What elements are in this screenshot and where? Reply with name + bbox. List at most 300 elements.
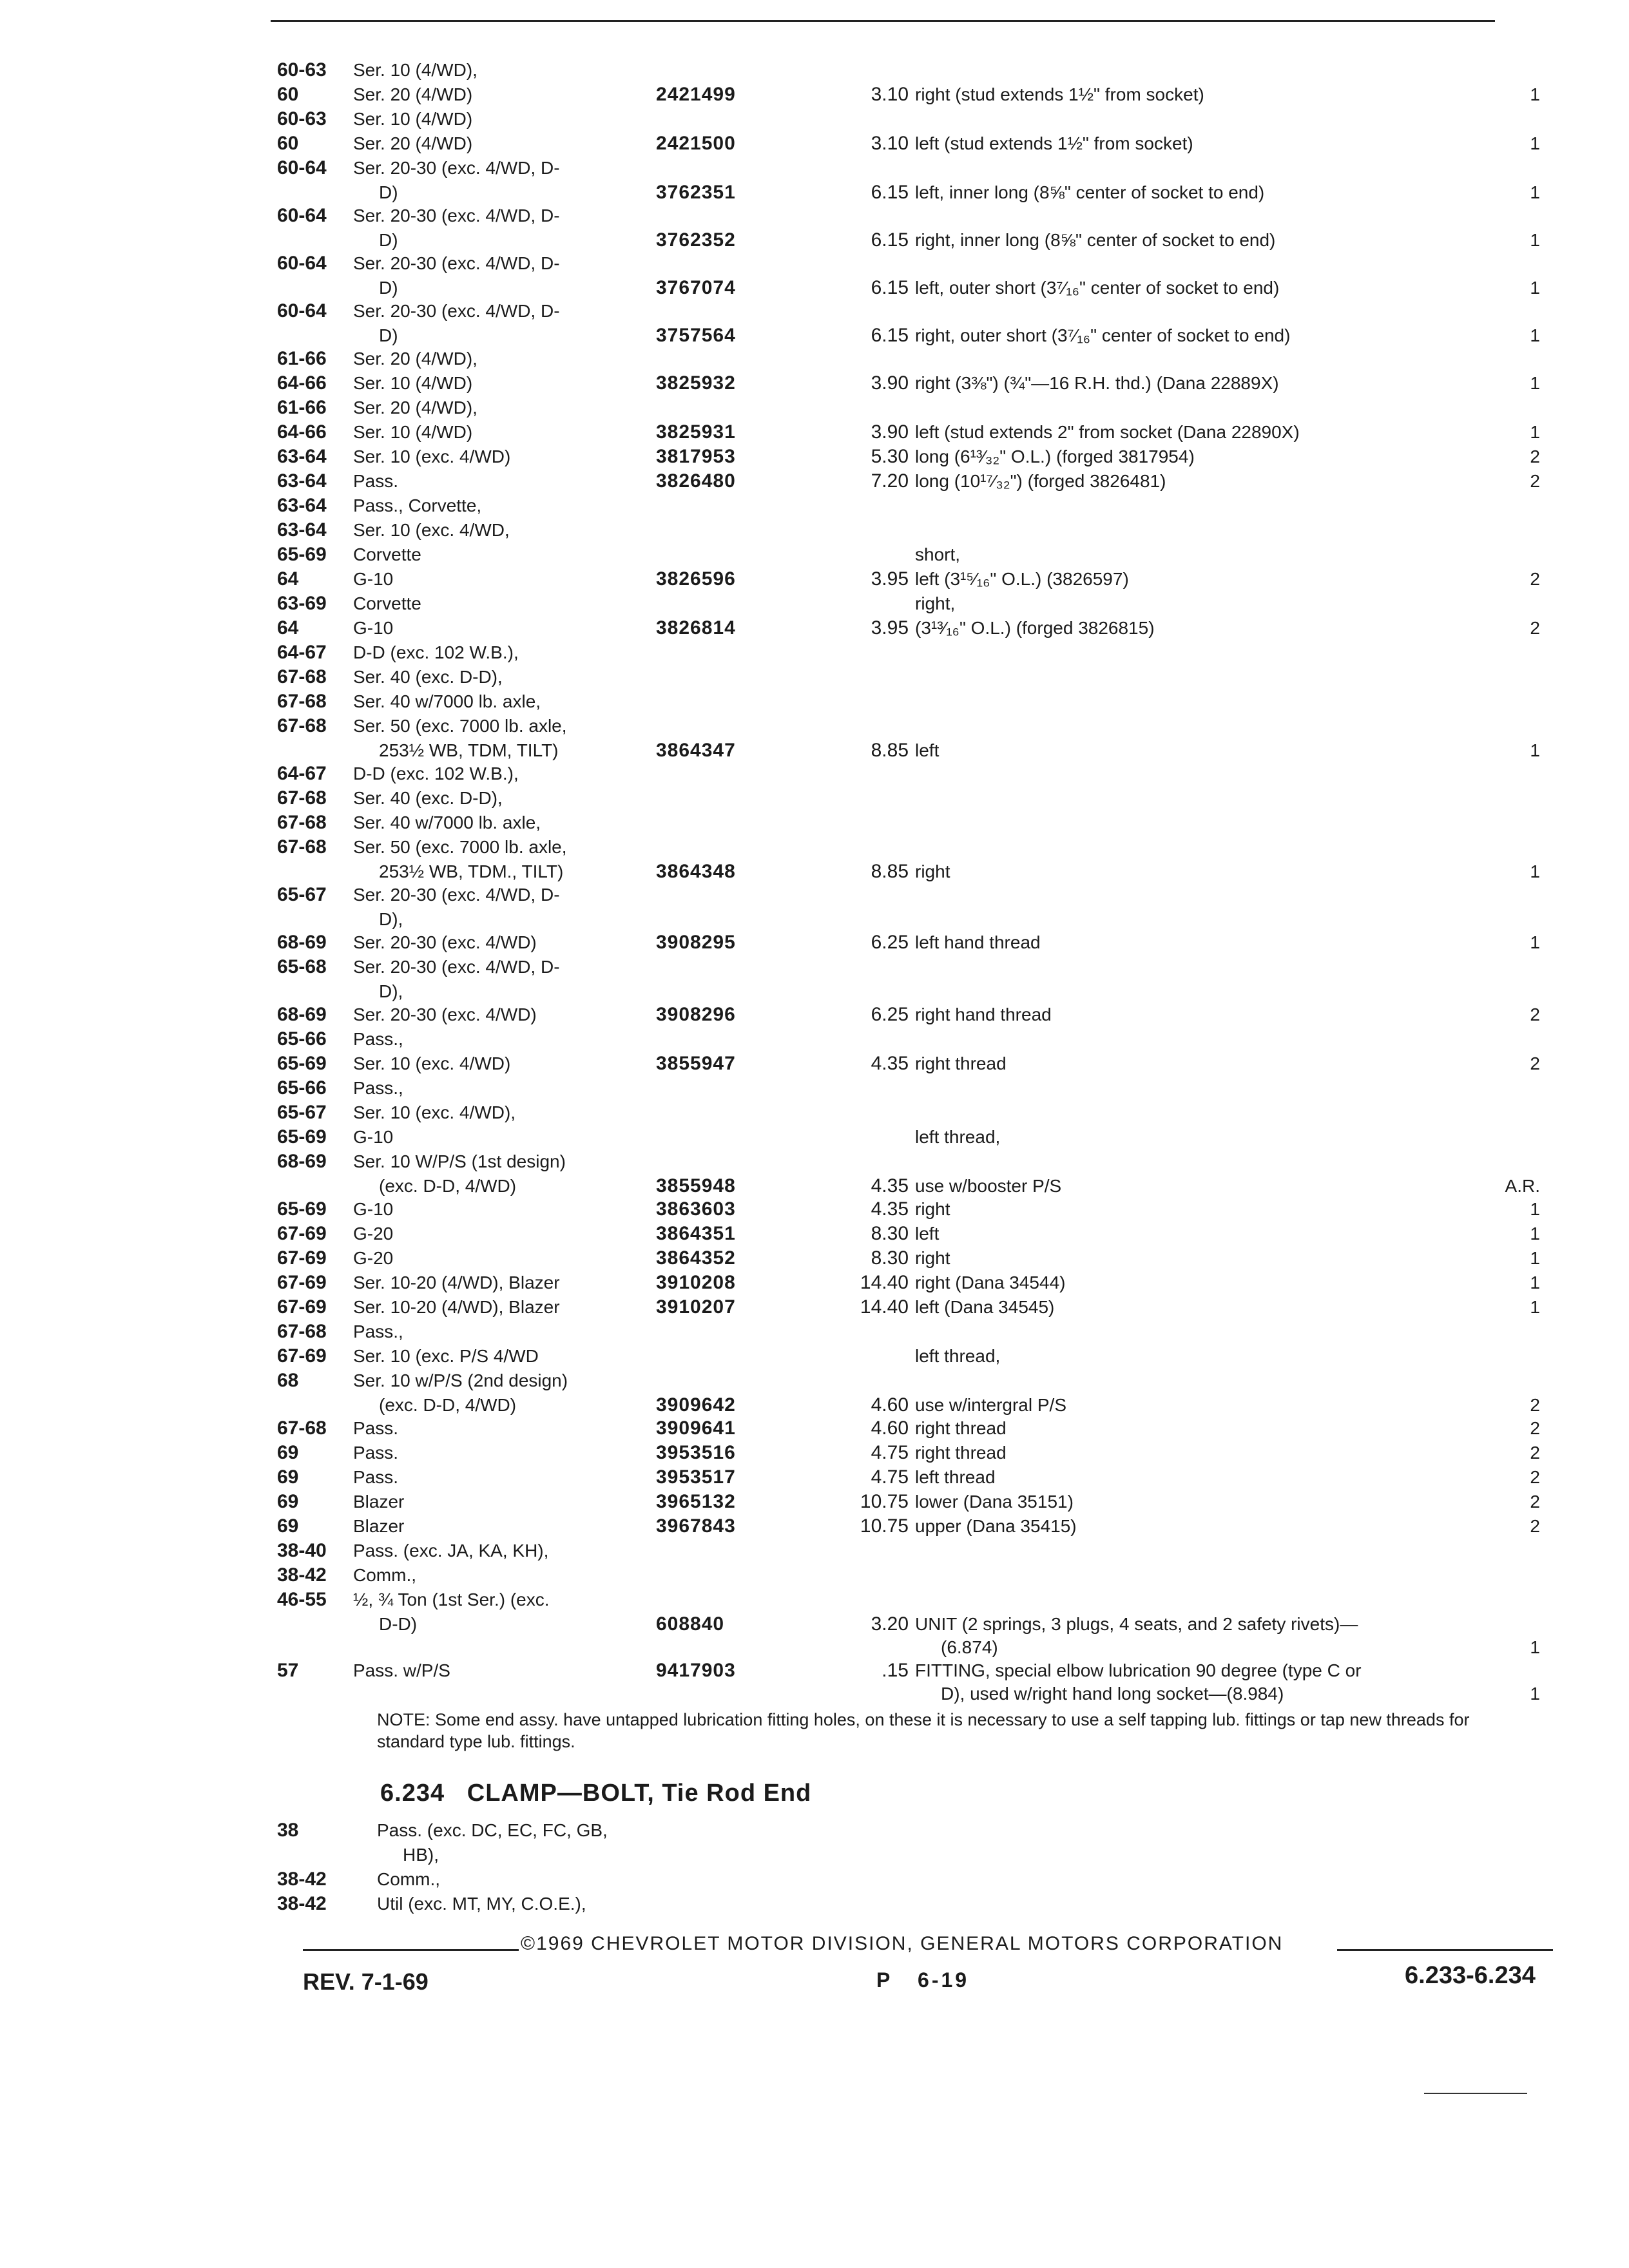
- year-range: 63-64: [277, 495, 327, 516]
- table-row: [0, 860, 1629, 883]
- part-number: 3953516: [656, 1442, 736, 1463]
- year-range: 63-64: [277, 470, 327, 492]
- price: 3.90: [871, 372, 909, 394]
- table-row: [0, 251, 1629, 276]
- year-range: 67-68: [277, 812, 327, 833]
- year-range: 68: [277, 1370, 299, 1391]
- model-applicability: Ser. 10 (exc. 4/WD): [353, 1053, 511, 1073]
- table-row: [0, 58, 1629, 82]
- price: .15: [882, 1660, 909, 1681]
- quantity: 2: [1530, 1395, 1540, 1415]
- section-heading: [380, 1780, 811, 1807]
- year-range: 60-64: [277, 157, 327, 178]
- price: 4.35: [871, 1053, 909, 1074]
- model-applicability: (exc. D-D, 4/WD): [379, 1395, 517, 1415]
- year-range: 64-67: [277, 763, 327, 784]
- description: long (6¹³⁄₃₂" O.L.) (forged 3817954): [915, 447, 1195, 466]
- section-rows: [0, 1818, 1629, 1916]
- description: left: [915, 1224, 940, 1244]
- table-row: [0, 1682, 1629, 1705]
- part-number: 3863603: [656, 1198, 736, 1220]
- part-number: 3767074: [656, 277, 736, 298]
- year-range: 67-68: [277, 787, 327, 809]
- quantity: 2: [1530, 471, 1540, 491]
- quantity: 1: [1530, 373, 1540, 393]
- model-applicability: Pass.,: [353, 1029, 403, 1049]
- part-number: 2421499: [656, 84, 736, 105]
- price: 4.75: [871, 1442, 909, 1463]
- year-range: 69: [277, 1491, 299, 1512]
- list-item: [0, 1843, 1629, 1867]
- table-row: [0, 640, 1629, 665]
- part-number: 3864352: [656, 1247, 736, 1269]
- quantity: 1: [1530, 182, 1540, 202]
- model-applicability: Ser. 10 (exc. 4/WD),: [353, 1102, 516, 1122]
- part-number: 3855948: [656, 1175, 736, 1196]
- table-row: [0, 156, 1629, 180]
- model-applicability: HB),: [403, 1845, 439, 1865]
- model-applicability: Ser. 10 W/P/S (1st design): [353, 1151, 566, 1171]
- quantity: 1: [1530, 932, 1540, 952]
- model-applicability: D): [379, 182, 398, 202]
- year-range: 64-66: [277, 421, 327, 443]
- year-range: 57: [277, 1660, 299, 1681]
- year-range: 65-67: [277, 1102, 327, 1123]
- table-row: [0, 1539, 1629, 1563]
- year-range: 63-69: [277, 593, 327, 614]
- quantity: 2: [1530, 1418, 1540, 1438]
- year-range: 68-69: [277, 932, 327, 953]
- part-number: 3909641: [656, 1418, 736, 1439]
- quantity: 2: [1530, 618, 1540, 638]
- part-number: 3967843: [656, 1515, 736, 1537]
- model-applicability: Ser. 20-30 (exc. 4/WD): [353, 932, 537, 952]
- table-row: [0, 107, 1629, 131]
- year-range: 67-69: [277, 1223, 327, 1244]
- description: left (Dana 34545): [915, 1297, 1055, 1317]
- quantity: 1: [1530, 861, 1540, 881]
- model-applicability: Ser. 10 (4/WD): [353, 422, 473, 442]
- year-range: 65-66: [277, 1077, 327, 1099]
- quantity: 1: [1530, 1273, 1540, 1293]
- table-row: [0, 979, 1629, 1003]
- model-applicability: Ser. 10 w/P/S (2nd design): [353, 1370, 568, 1390]
- part-number: 3826480: [656, 470, 736, 492]
- year-range: 67-68: [277, 1321, 327, 1342]
- table-row: [0, 811, 1629, 835]
- price: 8.85: [871, 740, 909, 761]
- price: 4.60: [871, 1394, 909, 1416]
- quantity: 1: [1530, 278, 1540, 298]
- year-range: 65-69: [277, 544, 327, 565]
- description: long (10¹⁷⁄₃₂") (forged 3826481): [915, 471, 1166, 491]
- list-item: [0, 1892, 1629, 1916]
- year-range: 65-66: [277, 1028, 327, 1050]
- copyright: ©1969 CHEVROLET MOTOR DIVISION, GENERAL MOTORS CORPORATION: [521, 1933, 1284, 1954]
- section-range: 6.233-6.234: [1405, 1962, 1536, 1989]
- model-applicability: G-10: [353, 1199, 394, 1219]
- quantity: 1: [1530, 325, 1540, 345]
- year-range: 46-55: [277, 1589, 327, 1610]
- year-range: 65-67: [277, 884, 327, 905]
- price: 6.15: [871, 182, 909, 203]
- quantity: 2: [1530, 1443, 1540, 1463]
- price: 5.30: [871, 446, 909, 467]
- model-applicability: Blazer: [353, 1516, 405, 1536]
- year-range: 65-68: [277, 956, 327, 977]
- table-row: [0, 616, 1629, 640]
- table-row: [0, 1635, 1629, 1658]
- model-applicability: D): [379, 325, 398, 345]
- description: left, inner long (8⅝" center of socket to end): [915, 182, 1265, 202]
- part-number: 3908296: [656, 1004, 736, 1025]
- model-applicability: D): [379, 230, 398, 250]
- model-applicability: Pass.: [353, 1418, 399, 1438]
- description: D), used w/right hand long socket—(8.984): [941, 1684, 1284, 1704]
- model-applicability: Ser. 10 (exc. 4/WD,: [353, 520, 510, 540]
- part-number: 3908295: [656, 932, 736, 953]
- table-row: [0, 347, 1629, 371]
- table-row: [0, 1612, 1629, 1635]
- model-applicability: Ser. 40 w/7000 lb. axle,: [353, 812, 541, 832]
- year-range: 64-66: [277, 372, 327, 394]
- year-range: 38-42: [277, 1869, 327, 1890]
- table-row: [0, 665, 1629, 689]
- model-applicability: D),: [379, 981, 403, 1001]
- quantity: 2: [1530, 1492, 1540, 1512]
- table-row: [0, 1027, 1629, 1052]
- description: right thread: [915, 1443, 1007, 1463]
- footer-rule-right: [1337, 1949, 1553, 1951]
- year-range: 38-42: [277, 1893, 327, 1914]
- year-range: 60-63: [277, 59, 327, 81]
- table-row: [0, 1441, 1629, 1465]
- part-number: 3762352: [656, 229, 736, 251]
- table-row: [0, 762, 1629, 786]
- year-range: 64: [277, 568, 299, 590]
- table-row: [0, 396, 1629, 420]
- table-row: [0, 371, 1629, 396]
- year-range: 64-67: [277, 642, 327, 663]
- year-range: 69: [277, 1442, 299, 1463]
- model-applicability: Pass. (exc. JA, KA, KH),: [353, 1541, 549, 1561]
- price: 4.60: [871, 1418, 909, 1439]
- table-row: [0, 299, 1629, 323]
- table-row: [0, 1100, 1629, 1125]
- price: 8.30: [871, 1247, 909, 1269]
- table-row: [0, 445, 1629, 469]
- part-number: 3817953: [656, 446, 736, 467]
- table-row: [0, 1149, 1629, 1174]
- quantity: 1: [1530, 1684, 1540, 1704]
- model-applicability: Ser. 20 (4/WD): [353, 84, 473, 104]
- year-range: 61-66: [277, 348, 327, 369]
- description: (3¹³⁄₁₆" O.L.) (forged 3826815): [915, 618, 1155, 638]
- model-applicability: D-D (exc. 102 W.B.),: [353, 764, 519, 783]
- description: right hand thread: [915, 1004, 1052, 1024]
- table-row: [0, 1125, 1629, 1149]
- part-number: 3910208: [656, 1272, 736, 1293]
- table-row: [0, 1344, 1629, 1369]
- model-applicability: (exc. D-D, 4/WD): [379, 1176, 517, 1196]
- model-applicability: Ser. 20 (4/WD): [353, 133, 473, 153]
- model-applicability: Ser. 10-20 (4/WD), Blazer: [353, 1297, 560, 1317]
- table-row: [0, 518, 1629, 543]
- year-range: 60-64: [277, 253, 327, 274]
- model-applicability: Pass. w/P/S: [353, 1660, 450, 1680]
- year-range: 60: [277, 84, 299, 105]
- year-range: 65-69: [277, 1198, 327, 1220]
- model-applicability: Util (exc. MT, MY, C.O.E.),: [377, 1894, 586, 1914]
- year-range: 67-69: [277, 1272, 327, 1293]
- model-applicability: Ser. 10 (exc. P/S 4/WD: [353, 1346, 539, 1366]
- quantity: 1: [1530, 422, 1540, 442]
- table-row: [0, 276, 1629, 299]
- quantity: A.R.: [1505, 1176, 1540, 1196]
- model-applicability: Ser. 20 (4/WD),: [353, 398, 477, 418]
- part-number: 3825932: [656, 372, 736, 394]
- description: left thread: [915, 1467, 996, 1487]
- quantity: 1: [1530, 1297, 1540, 1317]
- year-range: 67-69: [277, 1296, 327, 1318]
- year-range: 67-68: [277, 666, 327, 687]
- description: right: [915, 861, 950, 881]
- price: 14.40: [860, 1272, 909, 1293]
- model-applicability: Ser. 20-30 (exc. 4/WD, D-: [353, 957, 560, 977]
- price: 10.75: [860, 1491, 909, 1512]
- table-row: [0, 1490, 1629, 1514]
- year-range: 69: [277, 1515, 299, 1537]
- year-range: 63-64: [277, 519, 327, 541]
- page-number: P 6-19: [876, 1968, 970, 1992]
- model-applicability: Ser. 20-30 (exc. 4/WD, D-: [353, 158, 560, 178]
- description: use w/intergral P/S: [915, 1395, 1066, 1415]
- table-row: [0, 955, 1629, 979]
- year-range: 60-64: [277, 205, 327, 226]
- model-applicability: Ser. 20-30 (exc. 4/WD): [353, 1004, 537, 1024]
- year-range: 67-68: [277, 715, 327, 736]
- description: lower (Dana 35151): [915, 1492, 1074, 1512]
- description: right: [915, 1248, 950, 1268]
- model-applicability: G-10: [353, 569, 394, 589]
- part-number: 3757564: [656, 325, 736, 346]
- model-applicability: Pass.: [353, 471, 399, 491]
- model-applicability: Ser. 40 w/7000 lb. axle,: [353, 691, 541, 711]
- price: 6.15: [871, 325, 909, 346]
- quantity: 1: [1530, 1248, 1540, 1268]
- model-applicability: Ser. 20 (4/WD),: [353, 349, 477, 369]
- table-row: [0, 82, 1629, 107]
- table-row: [0, 543, 1629, 567]
- year-range: 65-69: [277, 1053, 327, 1074]
- part-number: 3953517: [656, 1466, 736, 1488]
- quantity: 2: [1530, 1053, 1540, 1073]
- model-applicability: Ser. 20-30 (exc. 4/WD, D-: [353, 253, 560, 273]
- quantity: 2: [1530, 569, 1540, 589]
- model-applicability: Comm.,: [377, 1869, 440, 1889]
- price: 4.35: [871, 1198, 909, 1220]
- table-row: [0, 591, 1629, 616]
- year-range: 63-64: [277, 446, 327, 467]
- model-applicability: D-D (exc. 102 W.B.),: [353, 642, 519, 662]
- description: left (3¹⁵⁄₁₆" O.L.) (3826597): [915, 569, 1129, 589]
- table-row: [0, 1658, 1629, 1682]
- description: right (Dana 34544): [915, 1273, 1066, 1293]
- part-number: 3825931: [656, 421, 736, 443]
- table-row: [0, 1320, 1629, 1344]
- quantity: 1: [1530, 133, 1540, 153]
- table-row: [0, 1174, 1629, 1197]
- year-range: 67-69: [277, 1247, 327, 1269]
- price: 3.90: [871, 421, 909, 443]
- model-applicability: ½, ¾ Ton (1st Ser.) (exc.: [353, 1590, 550, 1610]
- table-row: [0, 1246, 1629, 1271]
- part-number: 9417903: [656, 1660, 736, 1681]
- table-row: [0, 1197, 1629, 1222]
- part-number: 3910207: [656, 1296, 736, 1318]
- year-range: 67-69: [277, 1345, 327, 1367]
- year-range: 60-64: [277, 300, 327, 322]
- model-applicability: Comm.,: [353, 1565, 416, 1585]
- model-applicability: G-10: [353, 618, 394, 638]
- part-number: 3864348: [656, 861, 736, 882]
- model-applicability: Ser. 50 (exc. 7000 lb. axle,: [353, 716, 567, 736]
- description: left (stud extends 1½" from socket): [915, 133, 1193, 153]
- quantity: 1: [1530, 740, 1540, 760]
- table-row: [0, 1514, 1629, 1539]
- model-applicability: Ser. 40 (exc. D-D),: [353, 788, 503, 808]
- description: right (stud extends 1½" from socket): [915, 84, 1204, 104]
- description: (6.874): [941, 1637, 998, 1657]
- year-range: 38-40: [277, 1540, 327, 1561]
- table-row: [0, 1003, 1629, 1027]
- quantity: 1: [1530, 84, 1540, 104]
- description: UNIT (2 springs, 3 plugs, 4 seats, and 2 safety rivets)—: [915, 1614, 1358, 1634]
- model-applicability: Ser. 20-30 (exc. 4/WD, D-: [353, 301, 560, 321]
- part-number: 3826596: [656, 568, 736, 590]
- description: right thread: [915, 1053, 1007, 1073]
- description: FITTING, special elbow lubrication 90 degree (type C or: [915, 1660, 1362, 1680]
- quantity: 1: [1530, 1199, 1540, 1219]
- model-applicability: Ser. 10-20 (4/WD), Blazer: [353, 1273, 560, 1293]
- description: right (3⅜") (¾"—16 R.H. thd.) (Dana 22889X): [915, 373, 1279, 393]
- year-range: 38: [277, 1820, 299, 1841]
- model-applicability: Ser. 10 (4/WD): [353, 373, 473, 393]
- model-applicability: Ser. 40 (exc. D-D),: [353, 667, 503, 687]
- price: 8.85: [871, 861, 909, 882]
- model-applicability: G-20: [353, 1224, 394, 1244]
- part-number: 608840: [656, 1613, 725, 1635]
- model-applicability: Pass., Corvette,: [353, 495, 482, 515]
- table-row: [0, 1369, 1629, 1393]
- model-applicability: 253½ WB, TDM, TILT): [379, 740, 559, 760]
- model-applicability: D-D): [379, 1614, 418, 1634]
- price: 6.15: [871, 277, 909, 298]
- part-number: 2421500: [656, 133, 736, 154]
- table-row: [0, 1271, 1629, 1295]
- model-applicability: Ser. 10 (exc. 4/WD): [353, 447, 511, 466]
- quantity: 2: [1530, 1467, 1540, 1487]
- model-applicability: Blazer: [353, 1492, 405, 1512]
- part-number: 3864351: [656, 1223, 736, 1244]
- year-range: 60-63: [277, 108, 327, 130]
- table-row: [0, 786, 1629, 811]
- quantity: 1: [1530, 230, 1540, 250]
- price: 3.20: [871, 1613, 909, 1635]
- footer-rule-left: [303, 1949, 519, 1951]
- table-row: [0, 420, 1629, 445]
- description: right thread: [915, 1418, 1007, 1438]
- table-row: [0, 689, 1629, 714]
- quantity: 1: [1530, 1224, 1540, 1244]
- table-row: [0, 1076, 1629, 1100]
- description: left, outer short (3⁷⁄₁₆" center of socket to end): [915, 278, 1280, 298]
- model-applicability: Ser. 10 (4/WD),: [353, 60, 477, 80]
- price: 7.20: [871, 470, 909, 492]
- description: left thread,: [915, 1127, 1001, 1147]
- table-row: [0, 469, 1629, 494]
- table-row: [0, 1588, 1629, 1612]
- model-applicability: Pass. (exc. DC, EC, FC, GB,: [377, 1820, 608, 1840]
- table-row: [0, 1563, 1629, 1588]
- table-row: [0, 1393, 1629, 1416]
- year-range: 61-66: [277, 397, 327, 418]
- description: short,: [915, 544, 961, 564]
- table-row: [0, 1465, 1629, 1490]
- part-number: 3855947: [656, 1053, 736, 1074]
- model-applicability: G-10: [353, 1127, 394, 1147]
- list-item: [0, 1867, 1629, 1892]
- model-applicability: D): [379, 278, 398, 298]
- year-range: 68-69: [277, 1151, 327, 1172]
- price: 14.40: [860, 1296, 909, 1318]
- table-row: [0, 131, 1629, 156]
- price: 3.95: [871, 568, 909, 590]
- year-range: 69: [277, 1466, 299, 1488]
- quantity: 2: [1530, 1004, 1540, 1024]
- table-row: [0, 1222, 1629, 1246]
- price: 3.10: [871, 84, 909, 105]
- price: 4.75: [871, 1466, 909, 1488]
- model-applicability: Corvette: [353, 593, 421, 613]
- year-range: 60: [277, 133, 299, 154]
- model-applicability: Pass.,: [353, 1078, 403, 1098]
- description: right,: [915, 593, 956, 613]
- edge-mark: [1424, 2093, 1527, 2094]
- model-applicability: Pass.: [353, 1443, 399, 1463]
- model-applicability: Pass.: [353, 1467, 399, 1487]
- section-number: 6.234: [380, 1780, 445, 1807]
- year-range: 67-68: [277, 1418, 327, 1439]
- table-row: [0, 1052, 1629, 1076]
- list-item: [0, 1818, 1629, 1843]
- part-number: 3826814: [656, 617, 736, 639]
- description: upper (Dana 35415): [915, 1516, 1077, 1536]
- lubrication-note: NOTE: Some end assy. have untapped lubrication fitting holes, on these it is necessary to use a self tapping lub. fittings or tap new threads for standard type lub. fittings.: [377, 1710, 1470, 1751]
- model-applicability: Pass.,: [353, 1321, 403, 1341]
- model-applicability: G-20: [353, 1248, 394, 1268]
- description: right: [915, 1199, 950, 1219]
- model-applicability: 253½ WB, TDM., TILT): [379, 861, 564, 881]
- quantity: 1: [1530, 1637, 1540, 1657]
- table-row: [0, 323, 1629, 347]
- price: 6.15: [871, 229, 909, 251]
- table-row: [0, 494, 1629, 518]
- table-row: [0, 883, 1629, 907]
- table-row: [0, 1295, 1629, 1320]
- top-rule: [271, 20, 1495, 22]
- table-row: [0, 835, 1629, 860]
